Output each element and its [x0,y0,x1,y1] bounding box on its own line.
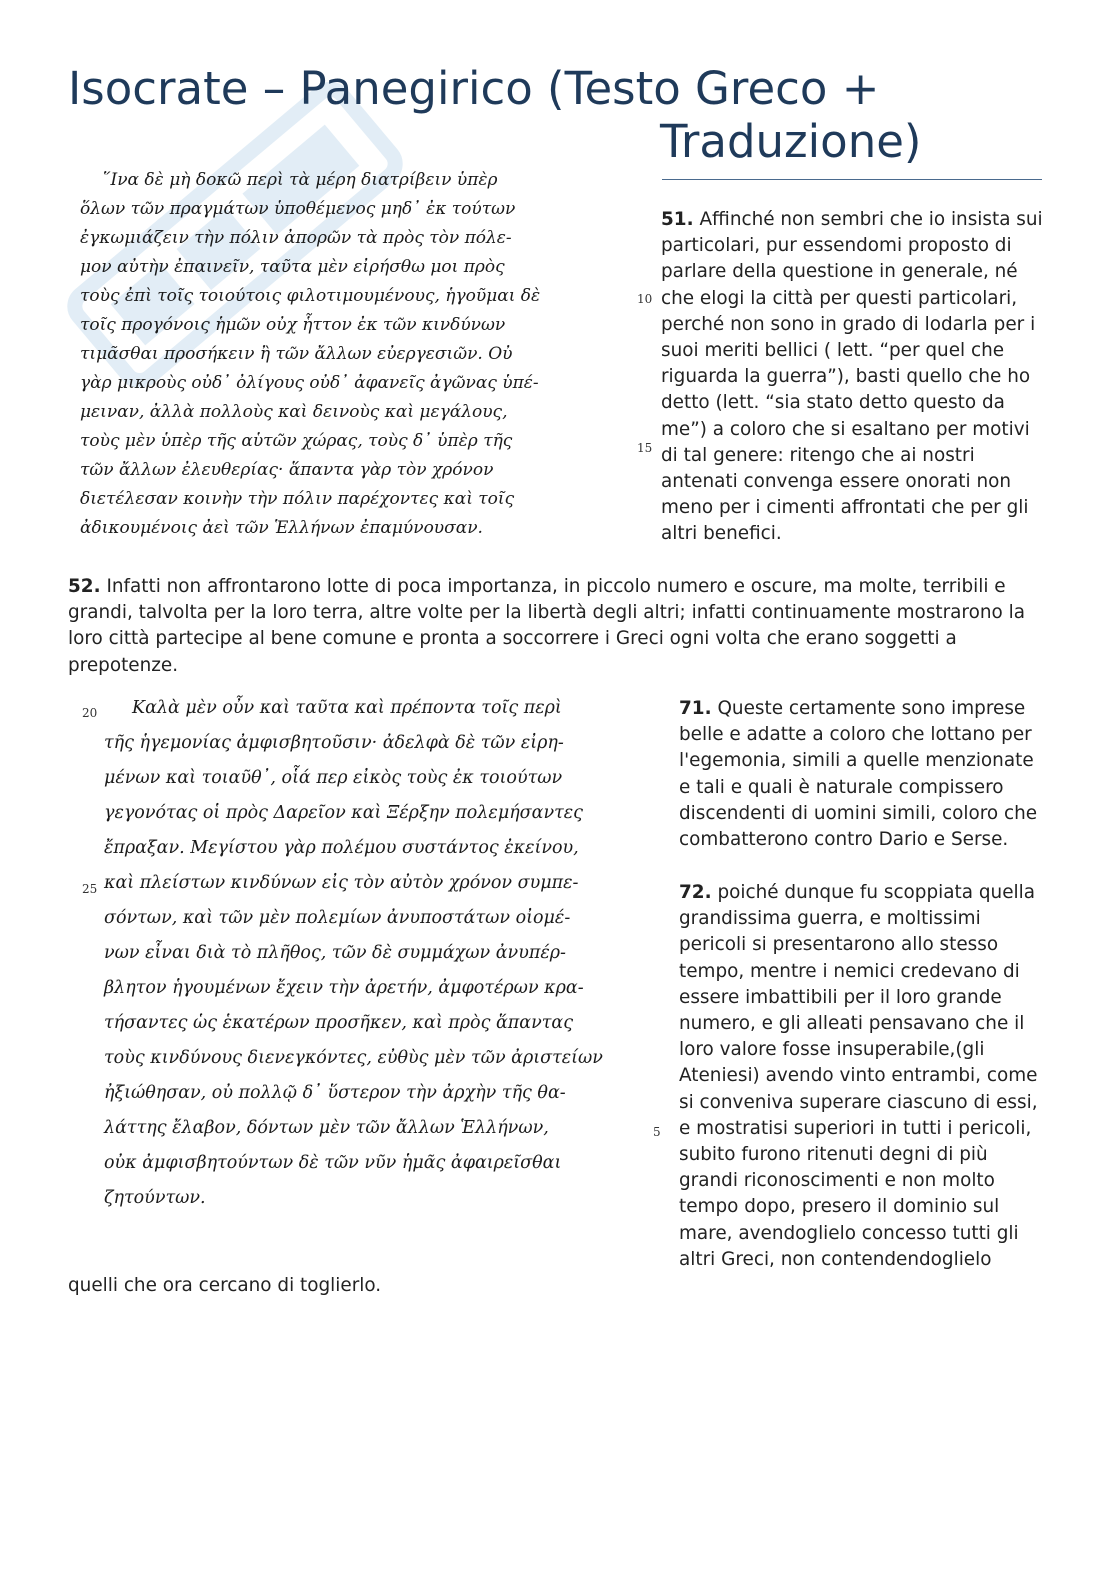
greek-line: τοὺς μὲν ὑπὲρ τῆς αὑτῶν χώρας, τοὺς δ᾽ ὑπὲρ τῆς [80,431,513,451]
paragraph-number-51: 51. [661,209,694,230]
title-line-1: Isocrate – Panegirico (Testo Greco + [68,62,880,115]
greek-line: ἀδικουμένοις ἀεὶ τῶν Ἑλλήνων ἐπαμύνουσαν. [80,518,483,538]
title-underline [662,179,1042,180]
translation-72: poiché dunque fu scoppiata quella grandissima guerra, e moltissimi pericoli si presentarono allo stesso tempo, mentre i nemici credevano di essere imbattibili per il loro grande numero, e gli alleati pensavano che il loro valore fosse insuperabile,(gli Ateniesi) avendo vinto entrambi, come si conveniva superare ciascuno di essi, e mostratisi superiori in tutti i pericoli, subito furono ritenuti degni di più grandi riconoscimenti e non molto tempo dopo, presero il dominio sul mare, avendoglielo concesso tutti gli altri Greci, non contendendoglielo quelli che ora cercano di toglierlo. [68,882,1038,1297]
line-number: 5 [653,1125,661,1139]
greek-line: τοῖς προγόνοις ἡμῶν οὐχ ἧττον ἐκ τῶν κινδύνων [80,315,506,335]
line-number: 20 [82,706,98,720]
greek-line: μένων καὶ τοιαῦθ᾽, οἷά περ εἰκὸς τοὺς ἐκ τοιούτων [104,768,563,788]
line-number: 25 [82,882,98,896]
greek-line: τήσαντες ὡς ἑκατέρων προσῆκεν, καὶ πρὸς ἅπαντας [104,1013,574,1033]
line-number: 15 [637,441,653,455]
line-number: 10 [637,292,653,306]
paragraph-number-71: 71. [679,698,712,719]
greek-line: σόντων, καὶ τῶν μὲν πολεμίων ἀνυποστάτων οἰομέ- [104,908,571,928]
greek-line: ἐγκωμιάζειν τὴν πόλιν ἀπορῶν τὰ πρὸς τὸν πόλε- [80,228,512,248]
greek-line: ζητούντων. [104,1188,206,1208]
greek-line: τοὺς ἐπὶ τοῖς τοιούτοις φιλοτιμουμένους, ἡγοῦμαι δὲ [80,286,541,306]
translation-paragraph-2 [68,574,1043,679]
greek-line: μον αὐτὴν ἐπαινεῖν, ταῦτα μὲν εἰρήσθω μοι πρὸς [80,257,505,277]
greek-line: τοὺς κινδύνους διενεγκόντες, εὐθὺς μὲν τῶν ἀριστείων [104,1048,603,1068]
page-title [68,62,1048,168]
text-wrap-spacer [68,880,679,1248]
translation-71: Queste certamente sono imprese belle e adatte a coloro che lottano per l'egemonia, simili a quelle menzionate e tali e quali è naturale compissero discendenti di uomini simili, coloro che combatterono contro Dario e Serse. [679,698,1038,851]
title-line-2: Traduzione) [660,115,922,168]
greek-line: βλητον ἡγουμένων ἔχειν τὴν ἀρετήν, ἀμφοτέρων κρα- [104,978,584,998]
translation-52: Infatti non affrontarono lotte di poca importanza, in piccolo numero e oscure, ma molte, terribili e grandi, talvolta per la loro terra, altre volte per la libertà degli altri; infatti continuamente mostrarono la loro città partecipe al bene comune e pronta a soccorrere i Greci ogni volta che erano soggetti a prepotenze. [68,576,1025,676]
greek-line: ὅλων τῶν πραγμάτων ὑποθέμενος μηδ᾽ ἐκ τούτων [80,199,516,219]
paragraph-number-72: 72. [679,882,712,903]
greek-line: οὐκ ἀμφισβητούντων δὲ τῶν νῦν ἡμᾶς ἀφαιρεῖσθαι [104,1153,562,1173]
greek-line: νων εἶναι διὰ τὸ πλῆθος, τῶν δὲ συμμάχων ἀνυπέρ- [104,943,566,963]
greek-line: καὶ πλείστων κινδύνων εἰς τὸν αὐτὸν χρόνον συμπε- [104,873,579,893]
greek-line: λάττης ἔλαβον, δόντων μὲν τῶν ἄλλων Ἑλλήνων, [104,1118,549,1138]
translation-paragraph-3 [679,696,1045,853]
greek-line: ἔπραξαν. Μεγίστου γὰρ πολέμου συστάντος ἐκείνου, [104,838,579,858]
greek-line: διετέλεσαν κοινὴν τὴν πόλιν παρέχοντες καὶ τοῖς [80,489,515,509]
translation-paragraph-4 [68,880,1045,1299]
translation-paragraph-1 [661,207,1043,548]
greek-line: ῞Ινα δὲ μὴ δοκῶ περὶ τὰ μέρη διατρίβειν ὑπὲρ [102,170,498,190]
greek-line: μειναν, ἀλλὰ πολλοὺς καὶ δεινοὺς καὶ μεγάλους, [80,402,508,422]
greek-line: γεγονότας οἱ πρὸς Δαρεῖον καὶ Ξέρξην πολεμήσαντες [104,803,583,823]
greek-line: τῆς ἡγεμονίας ἀμφισβητοῦσιν· ἀδελφὰ δὲ τῶν εἰρη- [104,733,564,753]
paragraph-number-52: 52. [68,576,101,597]
greek-text-block-1 [80,170,640,560]
greek-line: τῶν ἄλλων ἐλευθερίας· ἅπαντα γὰρ τὸν χρόνον [80,460,494,480]
greek-line: Καλὰ μὲν οὖν καὶ ταῦτα καὶ πρέποντα τοῖς περὶ [132,698,562,718]
greek-line: τιμᾶσθαι προσήκειν ἢ τῶν ἄλλων εὐεργεσιῶν. Οὐ [80,344,513,364]
greek-line: ἠξιώθησαν, οὐ πολλῷ δ᾽ ὕστερον τὴν ἀρχὴν τῆς θα- [104,1083,566,1103]
greek-line: γὰρ μικροὺς οὐδ᾽ ὀλίγους οὐδ᾽ ἀφανεῖς ἀγῶνας ὑπέ- [80,373,539,393]
translation-51: Affinché non sembri che io insista sui particolari, pur essendomi proposto di parlare della questione in generale, né che elogi la città per questi particolari, perché non sono in grado di lodarla per i suoi meriti bellici ( lett. “per quel che riguarda la guerra”), basti quello che ho detto (lett. “sia stato detto questo da me”) a coloro che si esaltano per motivi di tal genere: ritengo che ai nostri antenati convenga essere onorati non meno per i cimenti affrontati che per gli altri benefici. [661,209,1043,545]
